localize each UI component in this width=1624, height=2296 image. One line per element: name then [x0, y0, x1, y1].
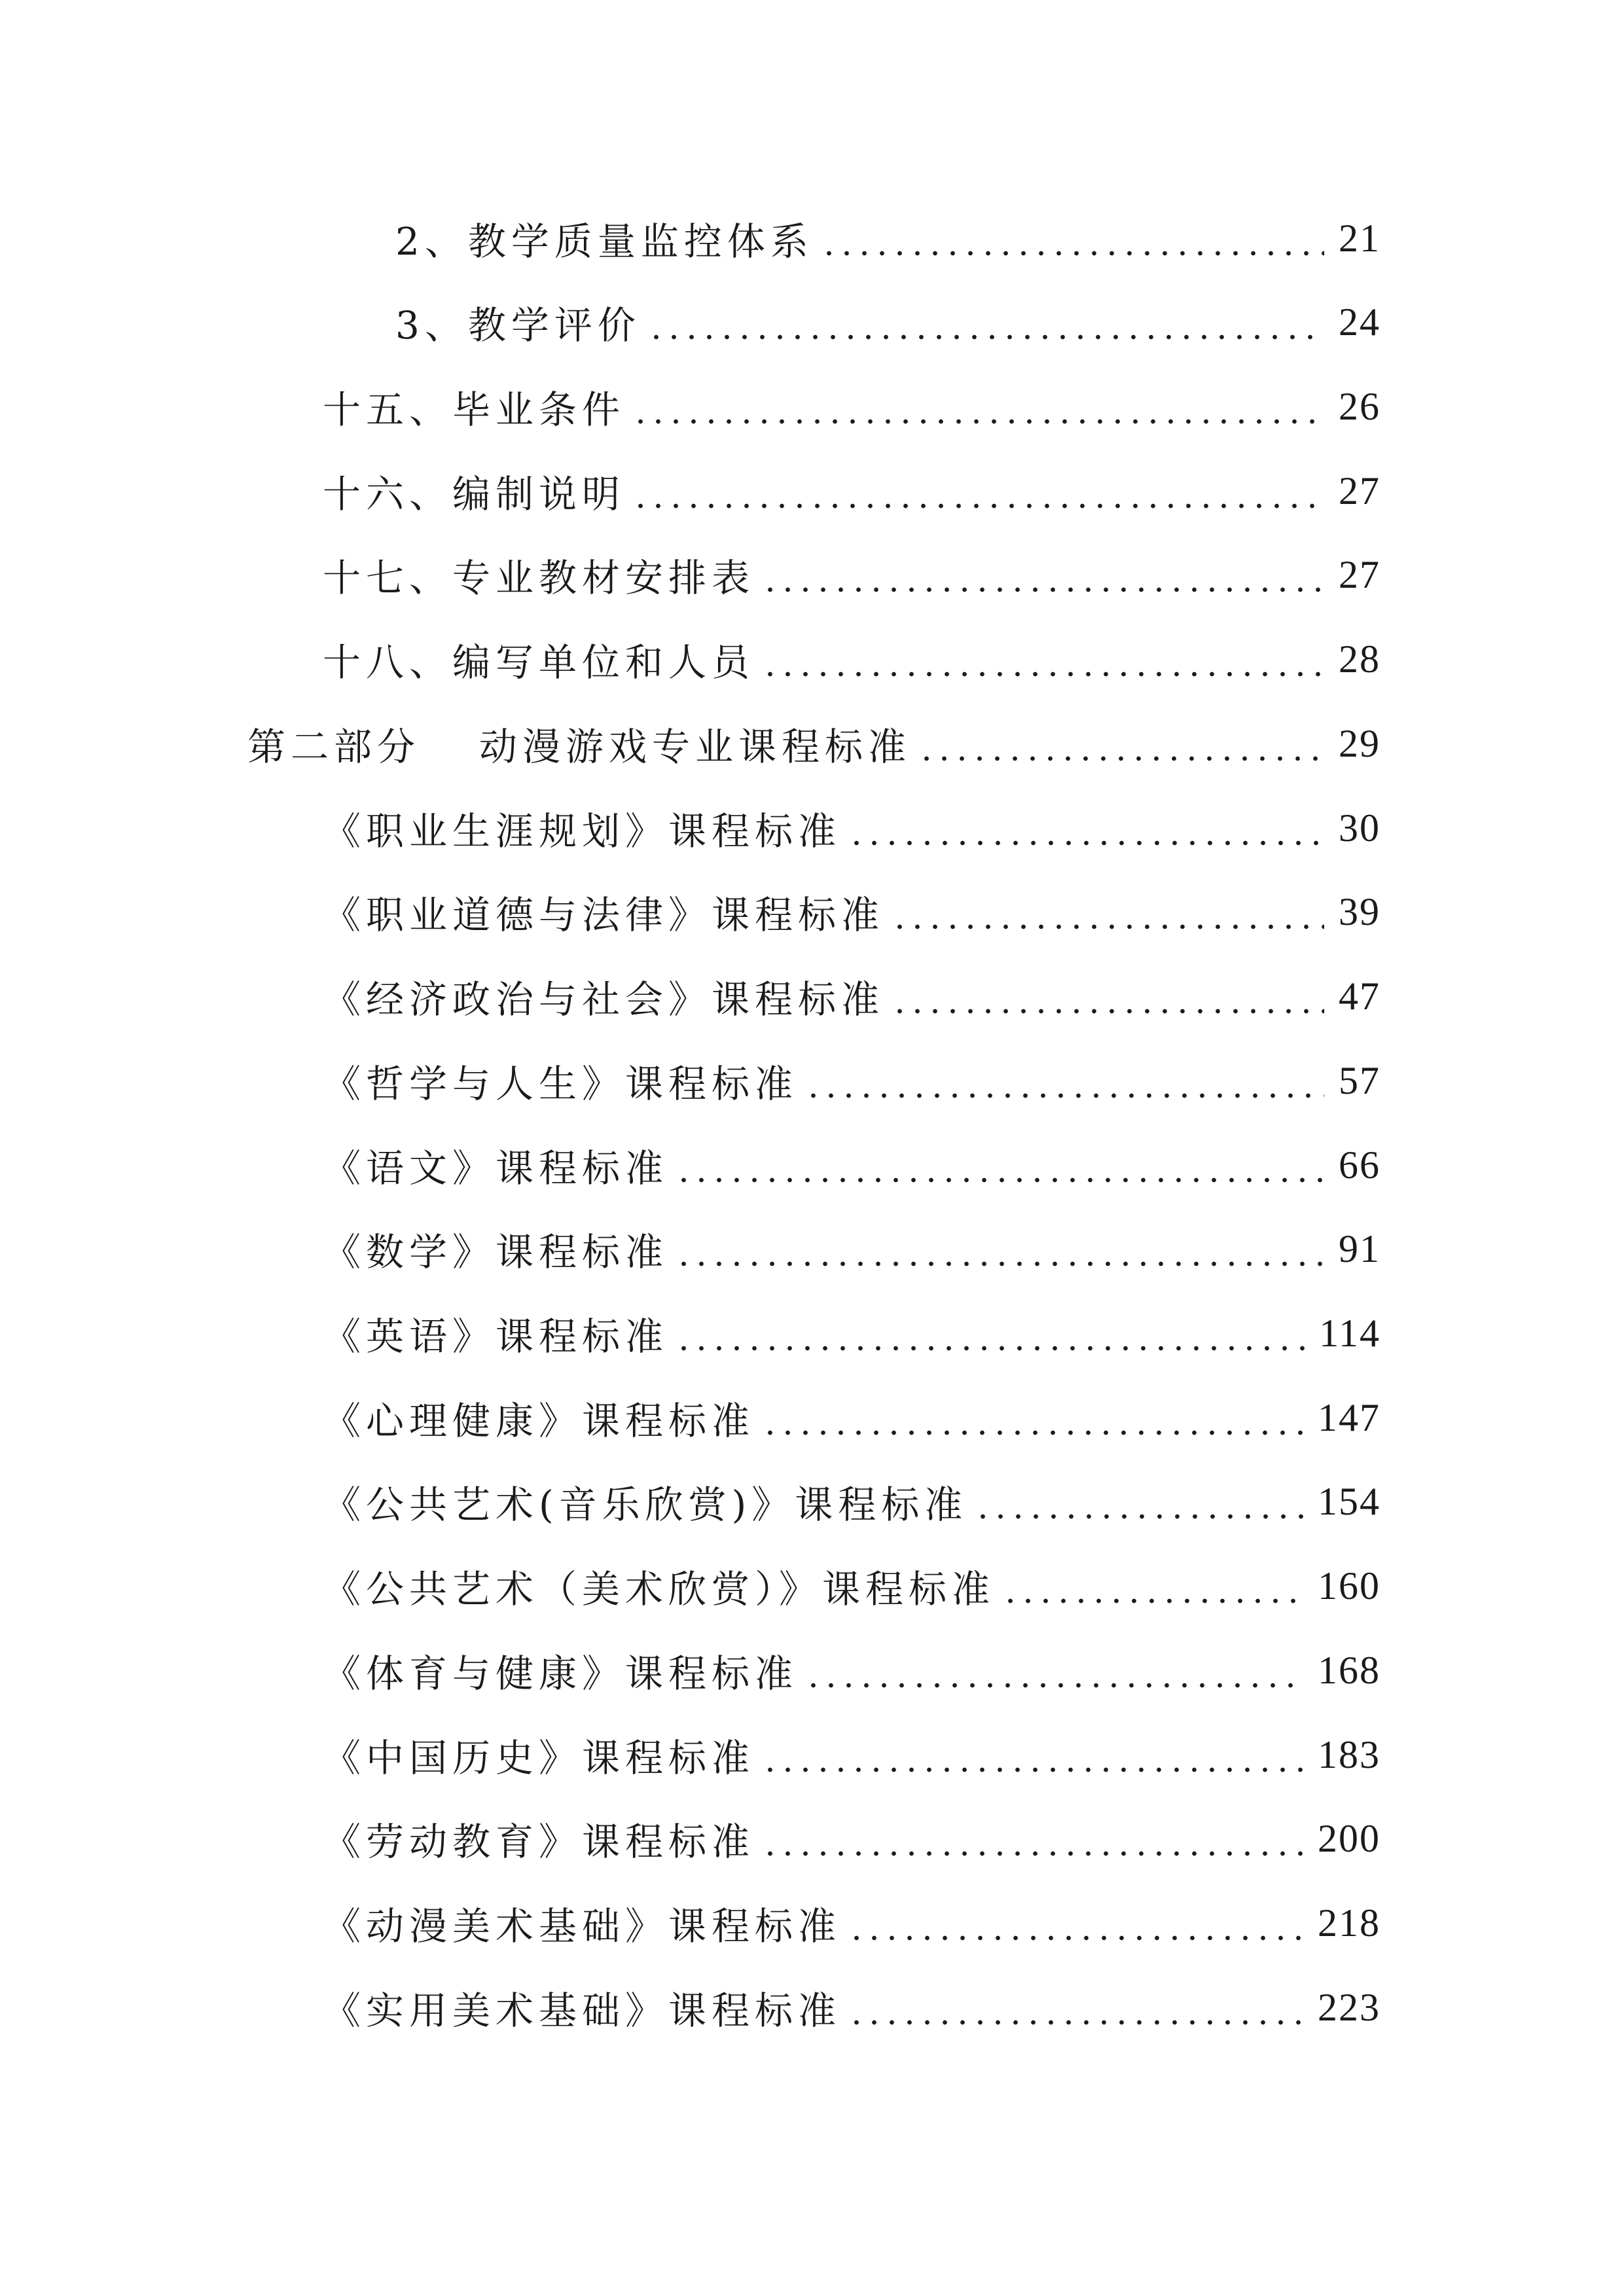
toc-entry-page: 29: [1339, 721, 1380, 765]
toc-entry[interactable]: [323, 876, 1380, 948]
toc-entry[interactable]: [323, 1971, 1380, 2043]
toc-entry-page: 200: [1318, 1816, 1380, 1860]
dot-leader: [848, 809, 1324, 847]
toc-entry[interactable]: [323, 1465, 1380, 1537]
toc-entry[interactable]: [323, 370, 1380, 442]
toc-entry[interactable]: [323, 1550, 1380, 1622]
dot-leader: [804, 1651, 1303, 1689]
dot-leader: [761, 1736, 1303, 1774]
toc-entry[interactable]: [323, 1213, 1380, 1285]
toc-entry-page: 30: [1339, 806, 1380, 850]
toc-entry-title: 《公共艺术（美术欣赏）》课程标准: [323, 1567, 996, 1611]
dot-leader: [1001, 1567, 1303, 1605]
dot-leader: [647, 303, 1324, 341]
dot-leader: [848, 1904, 1303, 1942]
toc-entry-page: 160: [1318, 1564, 1380, 1607]
toc-entry[interactable]: [323, 1382, 1380, 1454]
toc-entry-title: 十六、编制说明: [323, 472, 626, 516]
toc-entry-title: 《英语》课程标准: [323, 1314, 669, 1359]
dot-leader: [632, 472, 1324, 510]
toc-entry-page: 223: [1318, 1985, 1380, 2029]
toc-entry-title: 3、教学评价: [395, 303, 641, 348]
dot-leader: [918, 725, 1324, 762]
toc-entry-title: 《公共艺术(音乐欣赏)》课程标准: [323, 1482, 968, 1527]
toc-entry-page: 57: [1339, 1058, 1380, 1102]
toc-entry[interactable]: [323, 1719, 1380, 1791]
toc-entry-page: 21: [1339, 216, 1380, 260]
toc-entry-page: 28: [1339, 637, 1380, 681]
toc-entry[interactable]: [395, 202, 1380, 274]
toc-entry-page: 154: [1318, 1479, 1380, 1523]
dot-leader: [891, 977, 1324, 1015]
toc-entry[interactable]: [323, 1887, 1380, 1959]
toc-entry[interactable]: [323, 455, 1380, 527]
dot-leader: [761, 1820, 1303, 1857]
toc-entry[interactable]: [323, 1297, 1380, 1369]
toc-entry-title: 《中国历史》课程标准: [323, 1736, 755, 1780]
toc-entry-page: 168: [1318, 1648, 1380, 1692]
toc-entry[interactable]: [323, 1803, 1380, 1874]
toc-entry[interactable]: [323, 1129, 1380, 1201]
dot-leader: [820, 219, 1324, 257]
toc-entry-title: 《实用美术基础》课程标准: [323, 1988, 842, 2033]
toc-entry-page: 114: [1319, 1311, 1380, 1355]
toc-entry-page: 27: [1339, 552, 1380, 596]
toc-entry-title: 《职业生涯规划》课程标准: [323, 809, 842, 853]
toc-entry-title: 《劳动教育》课程标准: [323, 1820, 755, 1864]
toc-entry[interactable]: [323, 1045, 1380, 1117]
toc-entry[interactable]: [395, 286, 1380, 358]
toc-entry[interactable]: [323, 1634, 1380, 1706]
toc-entry[interactable]: [323, 960, 1380, 1032]
toc-entry-title: 十七、专业教材安排表: [323, 556, 755, 600]
toc-entry[interactable]: [323, 792, 1380, 864]
dot-leader: [675, 1230, 1324, 1268]
dot-leader: [632, 387, 1324, 425]
toc-entry-part[interactable]: [247, 708, 1380, 780]
toc-entry-title: 《职业道德与法律》课程标准: [323, 893, 885, 937]
toc-entry-page: 39: [1339, 889, 1380, 933]
dot-leader: [974, 1482, 1303, 1520]
toc-entry-page: 24: [1339, 300, 1380, 344]
toc-entry-title: 《经济政治与社会》课程标准: [323, 977, 885, 1022]
toc-entry-page: 47: [1339, 974, 1380, 1018]
dot-leader: [761, 640, 1324, 678]
dot-leader: [891, 893, 1324, 931]
toc-entry-page: 91: [1339, 1227, 1380, 1270]
dot-leader: [804, 1062, 1324, 1100]
toc-entry-page: 27: [1339, 469, 1380, 512]
toc-part-label: 第二部分: [247, 725, 421, 769]
toc-entry-page: 183: [1318, 1732, 1380, 1776]
toc-entry-title: 《哲学与人生》课程标准: [323, 1062, 799, 1106]
toc-entry-title: 十五、毕业条件: [323, 387, 626, 432]
dot-leader: [675, 1146, 1324, 1184]
toc-entry-page: 218: [1318, 1901, 1380, 1945]
toc-entry-page: 147: [1318, 1395, 1380, 1439]
toc-entry-title: 《数学》课程标准: [323, 1230, 669, 1274]
toc-entry-title: 《动漫美术基础》课程标准: [323, 1904, 842, 1948]
toc-entry[interactable]: [323, 539, 1380, 611]
toc-entry-title: 《心理健康》课程标准: [323, 1399, 755, 1443]
toc-entry-title: 《体育与健康》课程标准: [323, 1651, 799, 1696]
toc-entry[interactable]: [323, 623, 1380, 695]
dot-leader: [761, 556, 1324, 594]
dot-leader: [675, 1314, 1305, 1352]
dot-leader: [761, 1399, 1303, 1437]
toc-entry-title: 《语文》课程标准: [323, 1146, 669, 1191]
dot-leader: [848, 1988, 1303, 2026]
toc-entry-page: 66: [1339, 1143, 1380, 1187]
toc-entry-page: 26: [1339, 384, 1380, 428]
toc-entry-title: 动漫游戏专业课程标准: [479, 725, 912, 769]
toc-entry-title: 2、教学质量监控体系: [395, 219, 814, 264]
toc-entry-title: 十八、编写单位和人员: [323, 640, 755, 685]
